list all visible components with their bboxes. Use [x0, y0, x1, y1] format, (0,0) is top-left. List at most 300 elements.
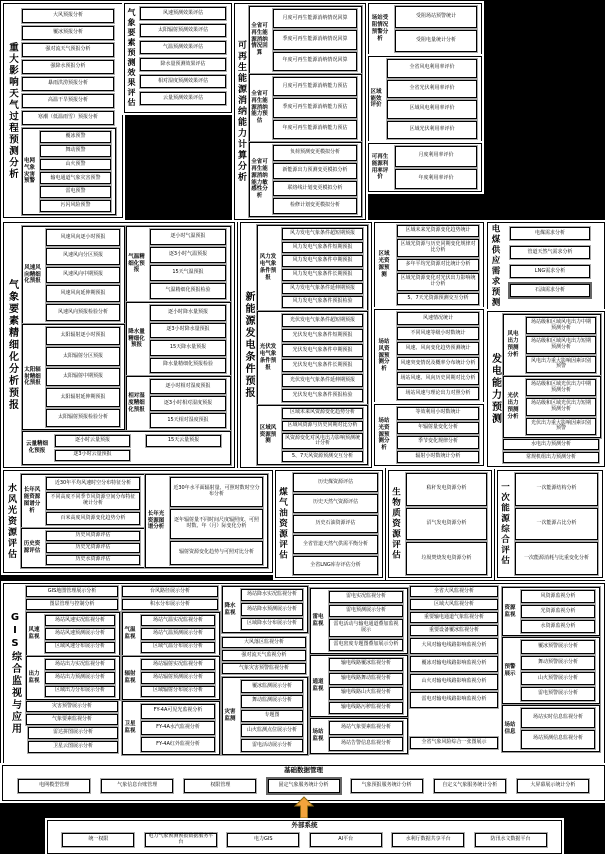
flow-box: 重要输电通道气象监视分析	[410, 612, 498, 623]
flow-box: 一次能源结构分析	[515, 473, 598, 506]
group-gis-radiation	[122, 656, 220, 700]
flow-box: 管道天然气需求分析	[510, 246, 590, 259]
flow-box: 辐射资源变化趋势与可照对比分析	[170, 541, 263, 565]
group-wind-output-forecast	[503, 314, 601, 376]
flow-box: 逐小时降水量预报	[150, 305, 226, 321]
flow-box: 风速突变情况及概率分布统计分析	[397, 357, 479, 370]
group-gis-corridor	[310, 655, 408, 717]
group-wind-refined	[22, 226, 125, 324]
flow-box: 场站告警信息监视分析	[329, 737, 403, 751]
panel-newenergy-condition-forecast-label: 新能源发电条件预报	[243, 291, 254, 399]
panel-major-weather-process-label: 重大影响天气过程预测分析	[7, 41, 18, 180]
flow-box: FY-4A红外监视分析	[141, 737, 215, 752]
group-regional-wind-resource	[257, 405, 368, 465]
group-renewable-utilization-label: 可再生能源利用率评价	[371, 153, 389, 181]
panel-met-refined-forecast	[3, 222, 235, 468]
group-pv-output-forecast	[503, 376, 601, 438]
group-station-wind-resource	[374, 309, 484, 403]
flow-box: 场站降水实况监视分析	[241, 589, 303, 601]
flow-box: 逐3小时相对湿度预报	[150, 396, 226, 411]
flow-box: 季度可再生能源消纳情况回算	[273, 30, 357, 49]
group-pvpower-condition-label: 光伏发电气象条件预报	[259, 344, 277, 371]
group-renewable-utilization	[368, 143, 482, 192]
flow-box: 区域辐射分布展示分析	[141, 686, 215, 697]
flow-box: 一次能源占比分析	[515, 508, 598, 541]
group-consumption-sensitivity-label: 全省可再生能源消纳能力敏感性分析	[251, 158, 268, 200]
flow-box: 专题图	[241, 710, 303, 723]
flow-box: 电煤需求分析	[510, 227, 590, 240]
flow-box: 历史天然气资源评估	[293, 494, 378, 513]
panel-basic-data-management-title: 基础数据管理	[284, 766, 323, 774]
flow-box: LNG需求分析	[510, 265, 590, 278]
group-consumption-estimate	[249, 74, 362, 142]
flow-box: 逐小时相对湿度预报	[150, 379, 226, 394]
group-gis-lightning	[310, 588, 408, 654]
group-regional-efficiency	[368, 56, 482, 142]
flow-box: 图层管理与控制分析	[26, 599, 118, 610]
flow-box: 月度利用率评价	[395, 146, 477, 167]
panel-coal-supply-demand	[487, 222, 605, 310]
flow-box: 场站预测信息监视分析	[521, 730, 595, 750]
group-solar-atlas	[145, 474, 268, 568]
flow-box: 场站气象要素监视分析	[329, 721, 403, 735]
flow-box: 负荷预测变更模拟分析	[273, 145, 357, 161]
flow-box: 百米高度风资源变化趋势分析	[46, 512, 140, 525]
flow-box: 区域风速分布展示分析	[45, 642, 115, 653]
flow-box: 积水分布展示分析	[122, 599, 218, 610]
flow-box: 雷电预警	[40, 186, 111, 198]
flow-box: 山火监测点位展示分析	[241, 724, 303, 737]
flow-box: 光伏发电气象条件超短期预报	[282, 314, 363, 327]
flow-box: 雷电对输电线路影响监视分析	[410, 692, 498, 708]
flow-box: 覆冰预警	[40, 131, 111, 143]
flow-box: 统一权限	[62, 833, 134, 847]
flow-box: 场站辐射实况监视分析	[141, 659, 215, 670]
group-regional-efficiency-label: 区域能效评价	[370, 88, 382, 109]
group-station-curtailment-warning-label: 场站受阻情况预警分析	[371, 15, 389, 42]
flow-box: 太阳辐射逐小时预报	[46, 327, 120, 345]
flow-box: 重要设备覆冰监视分析	[410, 625, 498, 636]
flow-box: 全省大风监视分析	[410, 586, 498, 597]
panel-forecast-effect-evaluation-label: 气象要素预测效果评估	[127, 8, 136, 108]
panel-renewable-consumption-analysis-label: 可再生能源消纳能力计算分析	[236, 40, 246, 183]
flow-box: 舞动监测展示分析	[241, 695, 303, 708]
flow-box: 覆冰监测展示分析	[241, 680, 303, 693]
group-solar-atlas-label: 长年光资源图谱分析	[147, 510, 165, 531]
flow-box: 区域光伏利用率评价	[387, 121, 477, 140]
flow-box: AI平台	[310, 833, 382, 847]
flow-box: 逐年辐射量不同时间尺度辐照度、可照时数、年（月）际变化分析	[170, 509, 263, 539]
flow-box: 检修计划变更模拟分析	[273, 198, 357, 214]
flow-box: 区域出力分布展示分析	[45, 686, 115, 697]
group-gis-disaster-monitor-label: 灾害监测	[224, 709, 236, 722]
flow-box: 场站气温实况监视分析	[141, 615, 215, 626]
flow-box: 15天降水量预报	[150, 340, 226, 356]
flow-box: 区域大风监视分析	[410, 599, 498, 610]
flow-box: 防汛水文数据平台	[475, 833, 547, 847]
flow-box: 区域光资源与历史同期变化规律对比分析	[397, 239, 479, 257]
flow-box: 雷电活动与输电通道叠加监视展示	[329, 619, 403, 637]
flow-box: 强降水预报分析	[22, 60, 114, 74]
group-consumption-recalc-label: 全省可再生能源消纳情况回算	[251, 22, 268, 57]
flow-box: 大风预报分析	[22, 9, 114, 23]
panel-coal-supply-demand-label: 电煤供应需求预测	[490, 224, 500, 308]
group-gis-temperature-label: 气温监视	[124, 627, 136, 640]
flow-box: 年度利用率评价	[395, 169, 477, 190]
panel-gis-monitoring-label: GIS综合监视与应用	[9, 612, 21, 735]
flow-box: 风力发电气象条件延伸期预报	[282, 283, 363, 295]
flow-box: 场站级和区域风电出力中期预测分析	[526, 317, 596, 334]
group-historical-resource	[21, 528, 145, 568]
group-station-solar-resource-label: 场站光资源预测分析	[378, 417, 390, 452]
flow-box: 场站实时信息监视分析	[521, 708, 595, 728]
group-windpower-condition	[257, 225, 368, 311]
group-cloud-refined-label: 云量精细化预报	[25, 441, 48, 454]
flow-box: 强对流天气监视分析	[222, 650, 306, 661]
flow-box: 山火预警	[40, 159, 111, 171]
flow-box: 风速风向中期预报	[46, 267, 120, 284]
flow-box: 风电出力重大影响因素识别预警	[526, 356, 596, 373]
flow-box: 月度可再生能源消纳能力预估	[273, 77, 357, 96]
group-cloud-refined	[22, 431, 231, 465]
flow-box: 风速预测效果评估	[140, 7, 226, 20]
flow-box: 气温精细化预报检验	[150, 283, 226, 299]
group-wind-atlas-label: 长年风能资源图谱分析	[23, 487, 41, 514]
flow-box: 历史光资源评估	[46, 543, 140, 553]
flow-box: 历史风资源评估	[46, 531, 140, 541]
group-consumption-estimate-label: 全省可再生能源消纳能力预估	[251, 90, 268, 125]
group-gis-satellite	[122, 701, 220, 755]
flow-box: 5、7天风资源预测交互分析	[282, 451, 363, 462]
flow-box: 雷电预测展示分析	[329, 605, 403, 617]
flow-box: 台风路径展示分析	[122, 586, 218, 597]
flow-box: 风速风向预报检验分析	[46, 304, 120, 321]
panel-coal-gas-oil-assessment-label: 煤气油资源评估	[277, 487, 288, 561]
flow-box: 一次能源消耗与比重变化分析	[515, 542, 598, 575]
panel-external-systems	[47, 820, 562, 854]
flow-box: 水利厅数据共享平台	[392, 833, 464, 847]
flow-box: 山火对输电线路影响监视分析	[410, 674, 498, 690]
flow-box: 气温预测效果评估	[140, 41, 226, 54]
group-station-wind-resource-label: 场站风资源预测分析	[378, 338, 390, 373]
group-pvpower-condition	[257, 311, 368, 405]
panel-external-systems-title: 外部系统	[291, 821, 318, 829]
flow-box: 沼气发电资源分析	[406, 508, 487, 541]
flow-box: 水电出力预测分析	[503, 439, 599, 450]
group-wind-output-forecast-label: 风电出力预测分析	[507, 331, 519, 358]
flow-box: 水资源监视分析	[521, 620, 595, 633]
group-station-solar-resource	[374, 404, 484, 466]
flow-box: 卫星云图展示分析	[28, 741, 118, 753]
flow-box: 污闪风险预警	[40, 200, 111, 212]
group-gis-resource	[502, 587, 600, 636]
flow-box: 全省管道天然气供需平衡分析	[293, 535, 378, 554]
flow-box: 区域光资源变化对光伏出力影响统计分析	[397, 273, 479, 291]
flow-box: 覆冰预警展示分析	[521, 640, 595, 654]
flow-box: 逐小时气温预报	[150, 229, 226, 245]
group-gis-resource-label: 资源监视	[504, 604, 516, 618]
flow-box: 覆冰预报分析	[22, 26, 114, 40]
flow-box: 雷达拼图展示分析	[28, 727, 118, 739]
flow-box: 输电通道气象灾害预警	[40, 172, 111, 184]
flow-box: 光伏发电气象条件中期预报	[282, 344, 363, 357]
flow-box: 气象预报服务统计分析	[351, 779, 423, 793]
flow-box: 石油需求分析	[510, 284, 590, 297]
flow-box: 受阻场站预警统计	[395, 6, 477, 28]
group-temperature-refined	[126, 226, 231, 302]
flow-box: 风资源变化对风电出力影响预测统计分析	[282, 433, 363, 449]
panel-major-weather-process	[3, 3, 123, 218]
flow-box: 输电线路覆冰监视分析	[329, 658, 403, 671]
flow-box: 气象要素监视分析	[26, 714, 118, 725]
flow-box: 区域气温分布展示分析	[141, 642, 215, 653]
flow-box: 场站辐射预测展示分析	[141, 672, 215, 683]
group-temperature-refined-label: 气温精细化预报	[128, 253, 145, 274]
flow-box: 区域未来风资源变化趋势分析	[282, 408, 363, 419]
flow-box: 输电线路舞动监视分析	[329, 673, 403, 686]
flow-box: 光伏发电气象条件短期预报	[282, 329, 363, 342]
group-gis-station-label: 场站监视	[312, 729, 324, 742]
flow-box: 场站级和区域光伏出力中期预测分析	[526, 379, 596, 396]
flow-box: 舞动预警	[40, 145, 111, 157]
panel-hydro-wind-solar-assessment	[3, 470, 273, 573]
flow-box: 历史煤资源评估	[293, 473, 378, 492]
panel-primary-energy-assessment	[497, 470, 603, 578]
group-regional-solar-resource	[374, 222, 484, 308]
flow-box: 等效利用小时数统计	[397, 407, 479, 420]
flow-box: 光资源监视分析	[521, 605, 595, 618]
flow-box: 风力发电气象条件长期预报	[282, 269, 363, 281]
group-wind-refined-label: 风速风向精细化预报	[24, 264, 41, 285]
group-consumption-sensitivity	[249, 142, 362, 217]
group-consumption-recalc	[249, 6, 362, 74]
flow-box: 光伏出力重大影响因素识别预警	[526, 418, 596, 435]
flow-box: 寒潮（低温雨雪）预报分析	[22, 111, 114, 125]
flow-box: 场站风速与理论出力对照分析	[397, 387, 479, 400]
flow-box: 15天相对湿度预报	[150, 413, 226, 428]
flow-box: 大风落区监视分析	[222, 637, 306, 648]
panel-biomass-assessment-label: 生物质资源评估	[390, 487, 401, 561]
flow-box: 舞动预警展示分析	[521, 656, 595, 670]
up-arrow-icon	[294, 796, 314, 819]
panel-renewable-consumption-analysis	[234, 3, 366, 220]
group-grid-disaster-warning-label: 电网气象灾害预警	[24, 157, 36, 185]
flow-box: 年度可再生能源消纳能力预估	[273, 120, 357, 139]
group-gis-corridor-label: 通道监视	[312, 679, 324, 692]
group-gis-lightning-label: 雷电监视	[312, 614, 324, 627]
flow-box: 降水量预测效果评估	[140, 58, 226, 71]
group-gis-windspeed	[26, 612, 120, 656]
group-precipitation-refined	[126, 302, 231, 376]
flow-box: 太阳辐射预测效果评估	[140, 24, 226, 37]
flow-box: 气象信息台账管理	[101, 779, 173, 793]
panel-newenergy-condition-forecast	[240, 222, 372, 468]
flow-box: 场站级和区域光伏出力短期预测分析	[526, 398, 596, 415]
flow-box: 近30年水平面辐射量、可照时数时空分布分析	[170, 477, 263, 507]
flow-box: 降水量精细化预报检验	[150, 358, 226, 374]
flow-box: 季度可再生能源消纳能力预估	[273, 98, 357, 117]
flow-box: 秸秆发电资源分析	[406, 473, 487, 506]
group-grid-disaster-warning	[22, 128, 116, 215]
flow-box: 逐3小时气温预报	[150, 247, 226, 263]
group-gis-output	[26, 656, 120, 700]
flow-box: 光伏发电气象条件延伸期预报	[282, 374, 363, 387]
flow-box: 覆冰对输电线路影响监视分析	[410, 656, 498, 672]
group-radiation-refined	[22, 324, 125, 430]
flow-box: 电力GIS	[227, 833, 299, 847]
group-gis-station-info	[502, 705, 600, 752]
flow-box: 自定义气象服务统计分析	[434, 779, 506, 793]
flow-box: 太阳辐射分区预报	[46, 347, 120, 365]
flow-box: 区域风电利用率评价	[387, 100, 477, 119]
flow-box: 场站级和区域风电出力短期预测分析	[526, 336, 596, 353]
flow-box: 不同高度不同季节风资源空间分布特征统计分析	[46, 492, 140, 511]
group-pv-output-forecast-label: 光伏出力预测分析	[507, 393, 519, 420]
flow-box: 近30年平均风速时空分布特征分析	[46, 477, 140, 490]
flow-box: 月度可再生能源消纳情况回算	[273, 9, 357, 28]
flow-box: 强对流天气预报分析	[22, 43, 114, 57]
group-gis-precipitation-label: 降水监视	[224, 602, 236, 616]
group-gis-station	[310, 718, 408, 754]
flow-box: 高温干旱预报分析	[22, 94, 114, 108]
flow-box: 输电线路山火监视分析	[329, 687, 403, 700]
flow-box: 受阻电量统计分析	[395, 30, 477, 52]
group-gis-disaster-monitor	[222, 677, 308, 755]
flow-box: 雷电密度专题图叠加展示分析	[329, 639, 403, 651]
flow-box: 风资源监视分析	[521, 590, 595, 603]
panel-generation-capacity	[487, 311, 605, 467]
flow-box: GIS地图管理展示分析	[26, 586, 118, 597]
flow-box: 历史石油资源评估	[293, 515, 378, 534]
panel-primary-energy-assessment-label: 一次能源综合评估	[499, 482, 510, 566]
flow-box: 场站风速、风向历史同期对比分析	[397, 372, 479, 385]
flow-box: 输电线路污秽监视分析	[329, 702, 403, 715]
panel-hydro-wind-solar-assessment-label: 水风光资源评估	[6, 483, 16, 560]
flow-box: 灾害预警展示分析	[26, 701, 118, 712]
group-radiation-refined-label: 太阳辐射精细化预报	[24, 366, 41, 387]
flow-box: 场站风速实况监视分析	[45, 615, 115, 626]
flow-box: 全省风电利用率评价	[387, 59, 477, 78]
flow-box: 全省LNG库存评估分析	[293, 556, 378, 575]
flow-box: FY-4A水汽监视分析	[141, 721, 215, 736]
flow-box: 全省光伏利用率评价	[387, 80, 477, 99]
flow-box: 场站降水预测展示分析	[241, 603, 303, 615]
flow-box: 权限管理	[184, 779, 256, 793]
flow-box: 区域降水分布展示分析	[241, 618, 303, 630]
flow-box: 垃圾焚烧发电资源分析	[406, 542, 487, 575]
flow-box: 气象灾害预警监视分析	[222, 663, 306, 674]
flow-box: 多年平均光资源对比统计分析	[397, 259, 479, 271]
flow-box: 逐小时云量预报	[55, 435, 130, 447]
group-regional-wind-resource-label: 区域风资源预测	[259, 424, 277, 445]
flow-box: 风速情况统计	[397, 312, 479, 325]
flow-box: 暴雨洪涝预报分析	[22, 77, 114, 91]
panel-gis-monitoring	[3, 583, 605, 764]
group-windpower-condition-label: 风力发电气象条件预报	[259, 254, 277, 281]
flow-box: 风速风向逐小时预报	[46, 229, 120, 246]
flow-box: 区域未来光资源变化趋势统计	[397, 225, 479, 237]
flow-box: 风力发电气象条件超短期预报	[282, 228, 363, 240]
group-gis-satellite-label: 卫星监视	[124, 721, 136, 734]
panel-forecast-effect-evaluation	[124, 3, 232, 113]
panel-met-refined-forecast-label: 气象要素精细化分析预报	[6, 279, 18, 411]
flow-box: 逐3小时降水量预报	[150, 323, 226, 339]
flow-box: 云量预测效果评估	[140, 92, 226, 105]
flow-box: 太阳辐射中期预报	[46, 368, 120, 386]
group-gis-temperature	[122, 612, 220, 656]
panel-generation-capacity-label: 发电能力预测	[489, 353, 501, 425]
flow-box: 风速风向延伸期预报	[46, 285, 120, 302]
flow-box: 区域风资源与历史同期对比分析	[282, 421, 363, 432]
group-humidity-refined-label: 相对湿度精细化预报	[128, 393, 145, 413]
flow-box: 电力气象预测预报数据服务平台	[145, 833, 217, 847]
group-historical-resource-label: 历史资源评估	[23, 541, 41, 554]
flow-box: 风速风向分区预报	[46, 248, 120, 265]
flow-box: 辐射小时数统计分析	[397, 451, 479, 464]
flow-box: 联络线计划变更模拟分析	[273, 181, 357, 197]
flow-box: 场站出力实况监视分析	[45, 659, 115, 670]
flow-box: FY-4A可见光监视分析	[141, 704, 215, 719]
flow-box: 15天气温预报	[150, 265, 226, 281]
panel-biomass-assessment	[388, 470, 492, 578]
flow-box: 相对湿度预测效果评估	[140, 75, 226, 88]
flow-box: 太阳辐射预报检验分析	[46, 409, 120, 427]
group-gis-station-info-label: 场站信息	[504, 721, 516, 735]
group-gis-warning-display	[502, 637, 600, 704]
flow-box: 历史水资源评估	[46, 555, 140, 565]
flow-box: 雷电实况监视分析	[329, 591, 403, 603]
flow-box: 山火预警展示分析	[521, 672, 595, 686]
flow-box: 风速、风向变化趋势预测统计	[397, 342, 479, 355]
flow-box: 场站气温预测展示分析	[141, 628, 215, 639]
flow-box: 逐3小时云量预报	[55, 450, 130, 462]
group-precipitation-refined-label: 降水量精细化预报	[128, 328, 145, 349]
flow-box: 雷电活动展示分析	[241, 739, 303, 752]
flow-box: 年度可再生能源消纳情况回算	[273, 52, 357, 71]
group-regional-solar-resource-label: 区域光资源预测	[378, 251, 390, 278]
group-gis-warning-display-label: 预警展示	[504, 663, 516, 677]
flow-box: 5、7天光资源预测交互分析	[397, 293, 479, 305]
flow-box: 季节变化规律分析	[397, 436, 479, 449]
flow-box: 15天云量预报	[146, 435, 221, 447]
flow-box: 电网模型管理	[18, 779, 90, 793]
flow-box: 雷电预警展示分析	[521, 687, 595, 701]
flow-box: 大屏幕展示统计分析	[517, 779, 589, 793]
flow-box: 全省气象风险综合一张图展示	[410, 737, 498, 749]
flow-box: 风力发电气象条件中期预报	[282, 255, 363, 267]
flow-box: 不同风速等级小时数统计	[397, 327, 479, 340]
flow-box: 光伏发电气象条件预报检验	[282, 389, 363, 402]
flow-box: 常规机组出力预测分析	[503, 452, 599, 463]
flow-box: 风力发电气象条件预报检验	[282, 296, 363, 308]
group-gis-radiation-label: 辐射监视	[124, 671, 136, 684]
flow-box: 场站出力预测展示分析	[45, 672, 115, 683]
group-wind-atlas	[21, 474, 145, 528]
flow-box: 大风对输电线路影响监视分析	[410, 638, 498, 654]
group-humidity-refined	[126, 376, 231, 431]
group-gis-output-label: 出力监视	[28, 671, 40, 684]
flow-box: 新能源出力预测变更模拟分析	[273, 163, 357, 179]
flow-box: 年辐射量变化分析	[397, 422, 479, 435]
group-station-curtailment-warning	[368, 3, 482, 55]
panel-coal-gas-oil-assessment	[275, 470, 383, 578]
flow-box: 太阳辐射延伸期预报	[46, 388, 120, 406]
group-gis-windspeed-label: 风速监视	[28, 627, 40, 640]
flow-box: 风力发电气象条件短期预报	[282, 242, 363, 254]
flow-box: 场站风速预测展示分析	[45, 628, 115, 639]
flow-box: 固定气象服务统计分析	[268, 779, 340, 793]
group-gis-precipitation	[222, 586, 308, 633]
